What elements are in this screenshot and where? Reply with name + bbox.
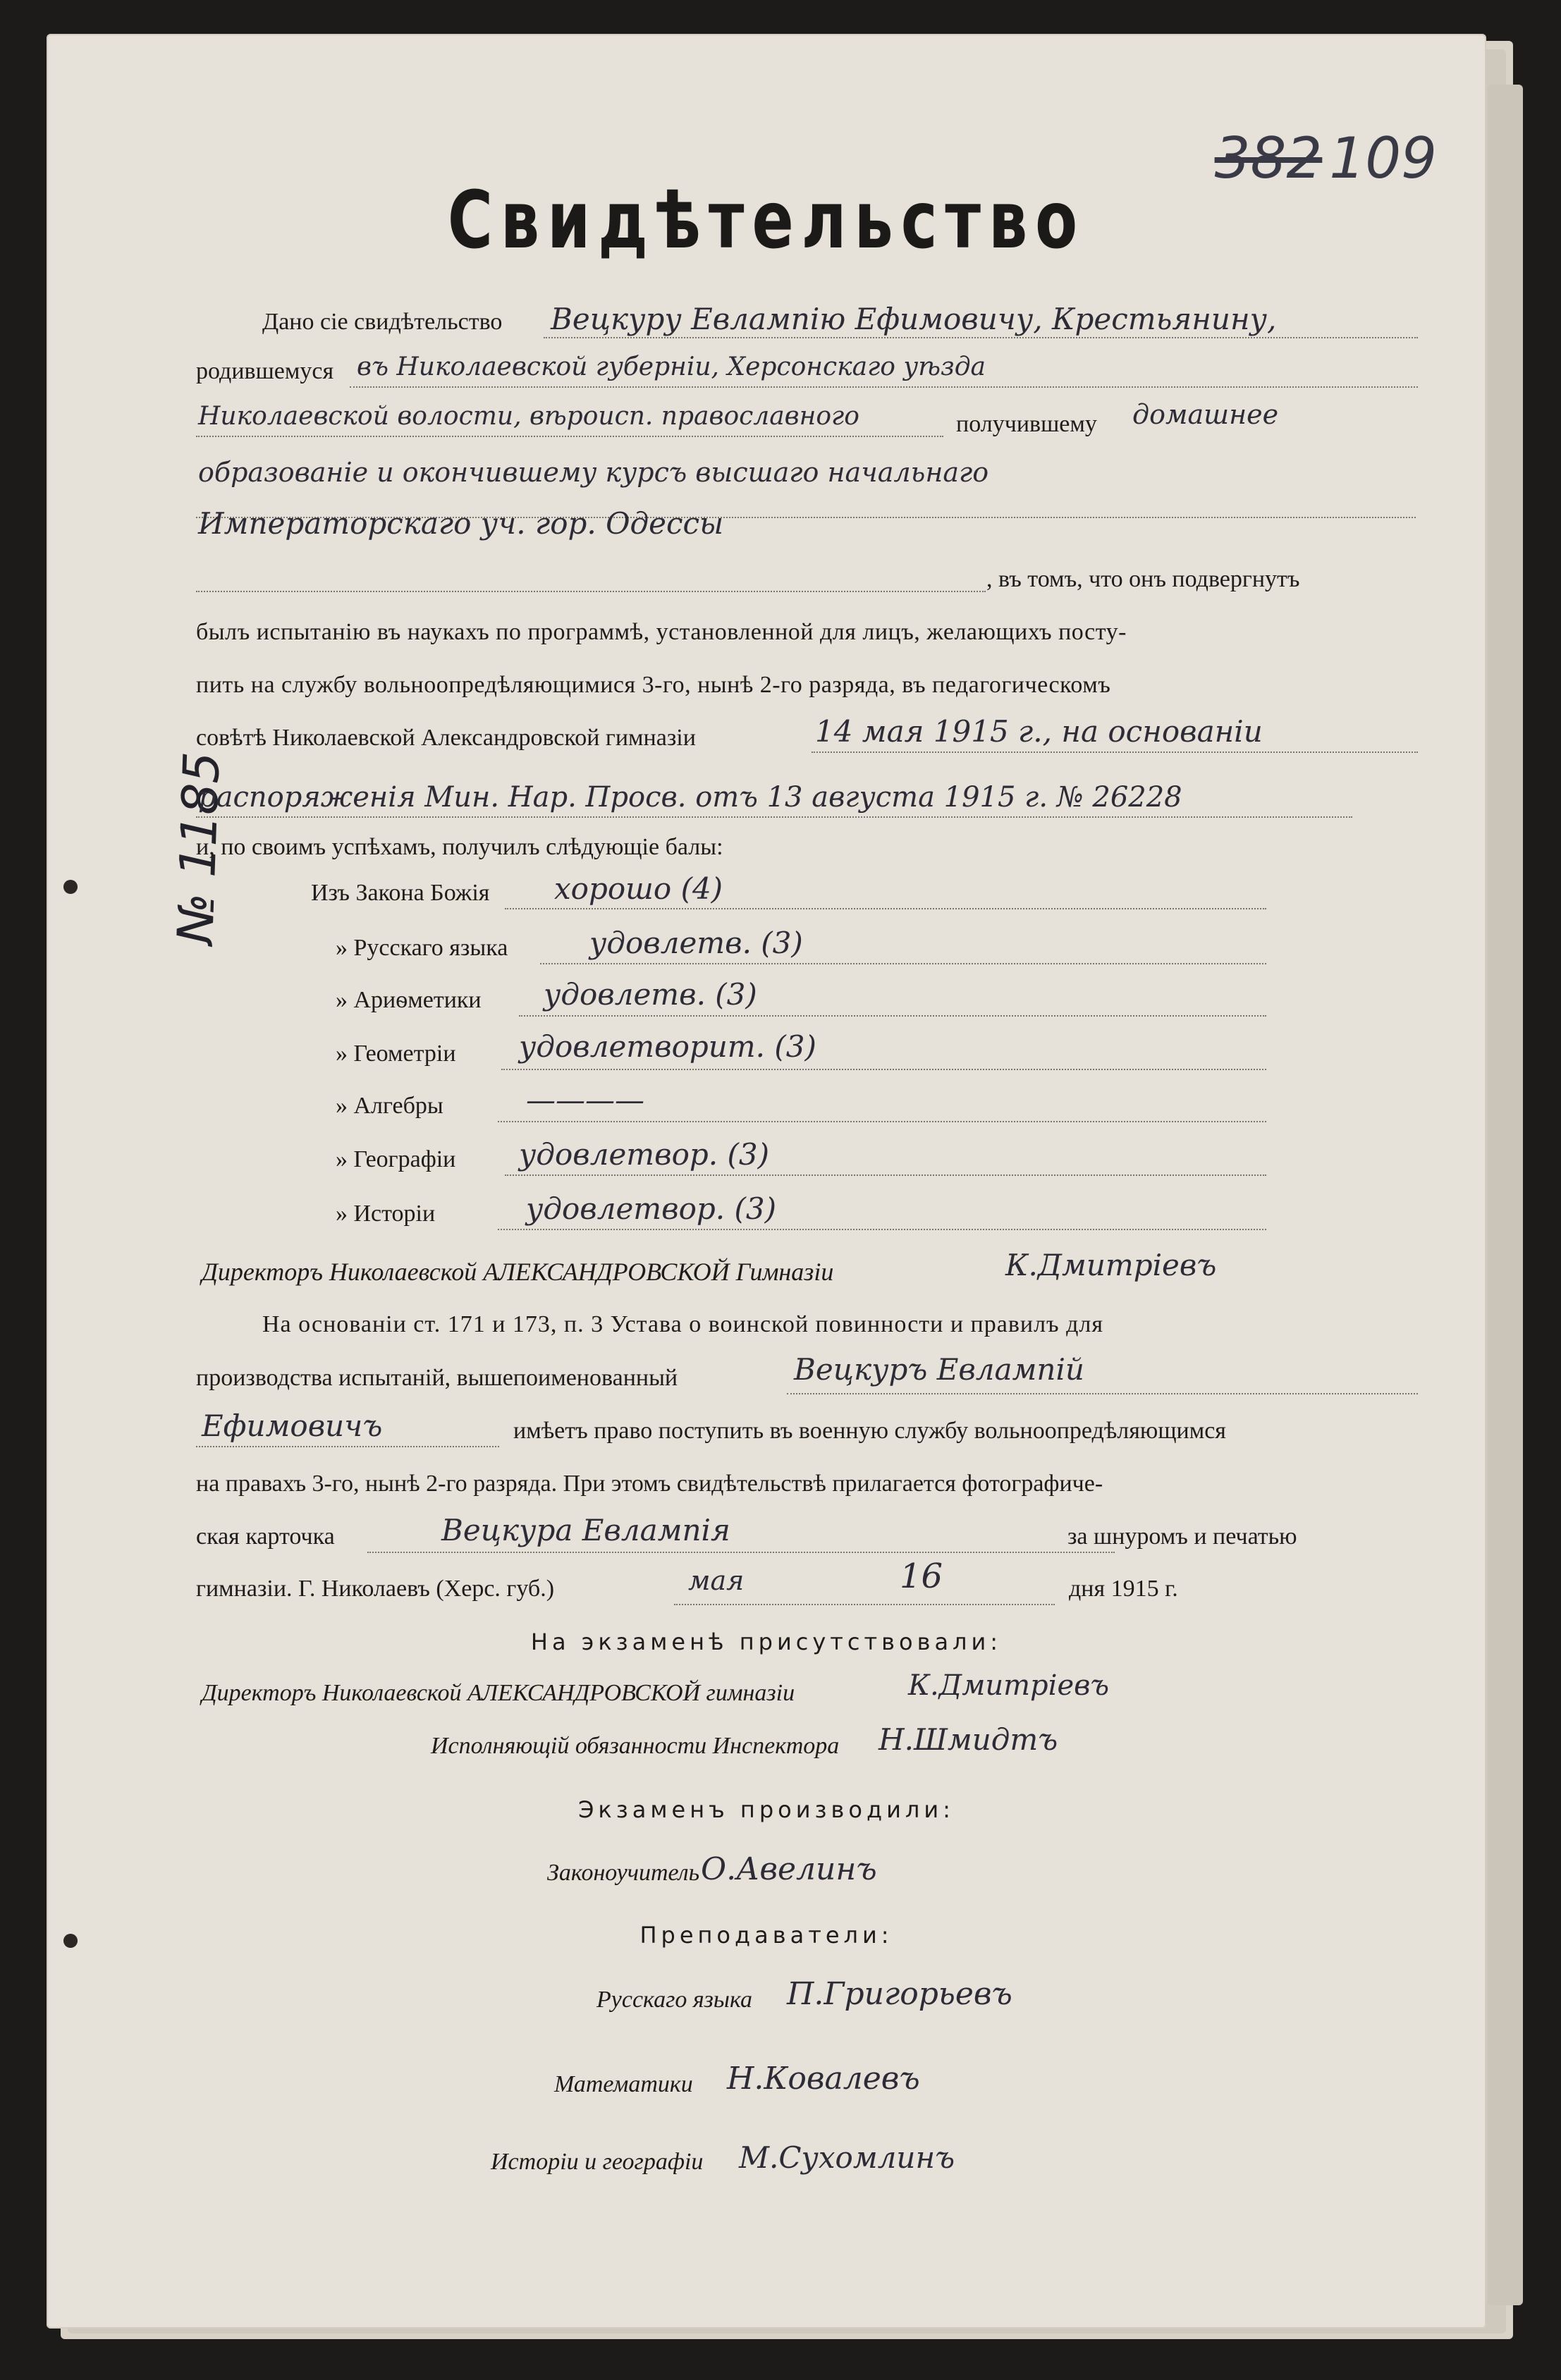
rule — [505, 908, 1266, 909]
present-signature: Н.Шмидтъ — [879, 1722, 1058, 1757]
rule — [498, 1229, 1266, 1230]
basis-line-5: ская карточка — [196, 1523, 335, 1550]
given-label: Дано сіе свидѣтельство — [262, 309, 503, 335]
rule — [787, 1393, 1418, 1394]
about-text: , въ томъ, что онъ подвергнутъ — [986, 566, 1300, 592]
handwritten-name: Вецкуру Евлампію Ефимовичу, Крестьянину, — [551, 302, 1277, 336]
teacher-signature: М.Сухомлинъ — [739, 2140, 955, 2175]
handwritten-order: распоряженія Мин. Нар. Просв. отъ 13 августа 1915 г. № 26228 — [198, 781, 1182, 814]
handwritten-received: домашнее — [1132, 399, 1279, 430]
handwritten-day: 16 — [900, 1557, 943, 1596]
rule — [674, 1604, 1055, 1605]
handwritten-name-2: Вецкуръ Евлампій — [794, 1352, 1084, 1387]
law-teacher-signature: О.Авелинъ — [701, 1851, 877, 1887]
binding-hole — [63, 880, 78, 894]
rule — [367, 1552, 1115, 1553]
examiners-heading: Экзаменъ производили: — [578, 1796, 955, 1823]
certificate-sheet — [47, 34, 1486, 2329]
grade-subject: Изъ Закона Божія — [311, 880, 490, 906]
grade-mark: удовлетвор. (3) — [519, 1137, 769, 1172]
handwritten-birthplace-2: Николаевской волости, вѣроисп. православного — [198, 402, 859, 431]
handwritten-photo-name: Вецкура Евлампія — [441, 1513, 730, 1547]
rule — [196, 1446, 499, 1447]
present-role: Исполняющій обязанности Инспектора — [431, 1733, 840, 1759]
teachers-heading: Преподаватели: — [639, 1922, 893, 1949]
present-signature: К.Дмитріевъ — [908, 1669, 1110, 1702]
grade-mark: удовлетв. (3) — [544, 977, 757, 1012]
grade-subject: » Геометріи — [336, 1041, 456, 1067]
grade-subject: » Алгебры — [336, 1093, 443, 1119]
rule — [498, 1121, 1266, 1122]
grade-mark: удовлетворит. (3) — [519, 1029, 816, 1064]
body-line-3: совѣтѣ Николаевской Александровской гимназіи — [196, 725, 696, 751]
director-signature: К.Дмитріевъ — [1005, 1248, 1217, 1282]
born-label: родившемуся — [196, 358, 334, 384]
handwritten-month: мая — [688, 1565, 745, 1596]
rule — [196, 436, 943, 437]
rule — [544, 337, 1418, 338]
present-heading: На экзаменѣ присутствовали: — [530, 1628, 1003, 1655]
basis-line-1: На основаніи ст. 171 и 173, п. 3 Устава о воинской повинности и правилъ для — [262, 1311, 1104, 1337]
rule — [196, 816, 1352, 818]
basis-line-4: на правахъ 3-го, нынѣ 2-го разряда. При этомъ свидѣтельствѣ прилагается фотографиче- — [196, 1471, 1103, 1497]
body-line-2: пить на службу вольноопредѣляющимися 3-го, нынѣ 2-го разряда, въ педагогическомъ — [196, 672, 1111, 698]
body-line-1: былъ испытанію въ наукахъ по программѣ, установленной для лицъ, желающихъ посту- — [196, 619, 1127, 645]
received-label: получившему — [956, 411, 1097, 437]
director-line: Директоръ Николаевской АЛЕКСАНДРОВСКОЙ Гимназіи — [202, 1258, 834, 1286]
rule — [540, 963, 1266, 964]
grade-mark: ———— — [526, 1083, 644, 1117]
law-teacher-role: Законоучитель — [547, 1860, 700, 1886]
grades-intro: и, по своимъ успѣхамъ, получилъ слѣдующіе балы: — [196, 834, 723, 860]
basis-line-5-end: за шнуромъ и печатью — [1067, 1523, 1297, 1550]
teacher-signature: П.Григорьевъ — [787, 1976, 1012, 2012]
folio-number: 382 109 — [1214, 125, 1437, 191]
grade-subject: » Русскаго языка — [336, 935, 508, 961]
handwritten-exam-date: 14 мая 1915 г., на основаніи — [815, 714, 1263, 749]
present-role: Директоръ Николаевской АЛЕКСАНДРОВСКОЙ гимназіи — [202, 1680, 795, 1706]
back-sheet-edge — [1488, 85, 1523, 2305]
handwritten-education: образованіе и окончившему курсъ высшаго начальнаго — [198, 457, 989, 488]
registry-number-stamp: № 1185 — [166, 750, 231, 945]
rule — [501, 1069, 1266, 1070]
page-title: Свидѣтельство — [447, 175, 1086, 266]
basis-line-3: имѣетъ право поступить въ военную службу вольноопредѣляющимся — [513, 1418, 1226, 1444]
handwritten-birthplace: въ Николаевской губерніи, Херсонскаго уѣзда — [357, 352, 986, 381]
grade-mark: удовлетвор. (3) — [526, 1191, 776, 1226]
grade-mark: удовлетв. (3) — [589, 926, 803, 960]
teacher-role: Русскаго языка — [596, 1987, 753, 2013]
rule — [505, 1174, 1266, 1176]
rule — [196, 591, 986, 592]
teacher-role: Математики — [554, 2071, 693, 2097]
rule — [350, 386, 1418, 388]
rule — [519, 1015, 1266, 1017]
grade-mark: хорошо (4) — [554, 871, 723, 906]
basis-line-2: производства испытаній, вышепоименованный — [196, 1365, 678, 1391]
basis-line-6-end: дня 1915 г. — [1069, 1576, 1178, 1602]
teacher-role: Исторіи и географіи — [491, 2149, 704, 2175]
basis-line-6: гимназіи. Г. Николаевъ (Херс. губ.) — [196, 1576, 555, 1602]
rule — [812, 752, 1418, 753]
grade-subject: » Географіи — [336, 1146, 456, 1172]
grade-subject: » Исторіи — [336, 1201, 436, 1227]
handwritten-patronymic: Ефимовичъ — [202, 1409, 383, 1443]
grade-subject: » Ариѳметики — [336, 987, 482, 1013]
teacher-signature: Н.Ковалевъ — [727, 2061, 920, 2097]
handwritten-education-2: Императорскаго уч. гор. Одессы — [198, 506, 724, 541]
